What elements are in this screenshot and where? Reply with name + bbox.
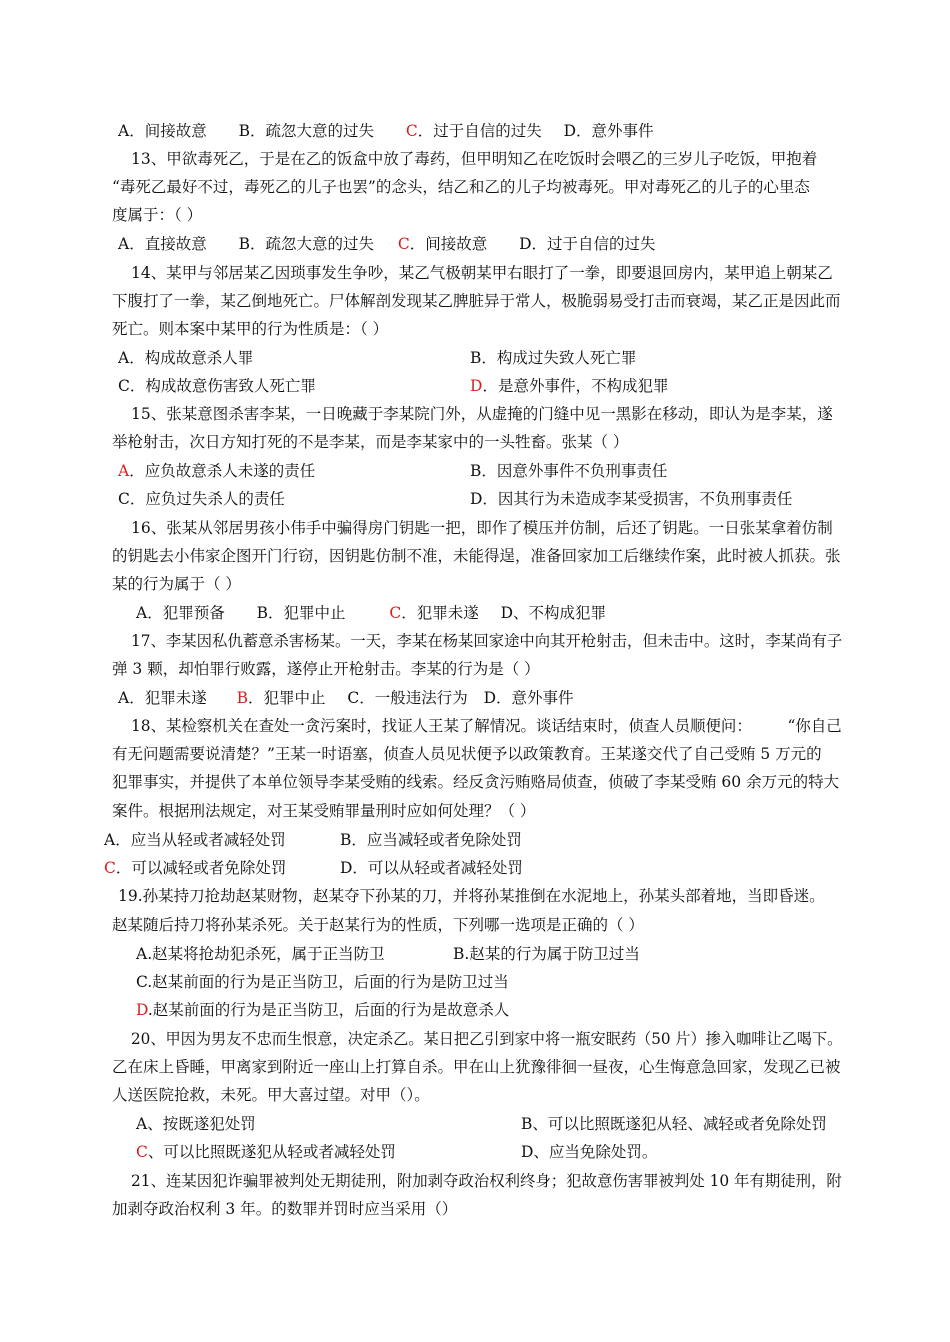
q15-stem-line-2: 举枪射击，次日方知打死的不是李某，而是李某家中的一头牲畜。张某（ ）	[112, 433, 629, 451]
q13-option-d: D．过于自信的过失	[519, 235, 656, 253]
q15-option-a-text: ．应负故意杀人未遂的责任	[129, 462, 316, 480]
q17-stem-line-1: 17、李某因私仇蓄意杀害杨某。一天，李某在杨某回家途中向其开枪射击，但未击中。这时，李某尚有子	[131, 632, 843, 650]
q18-stem-line-1-b: “你自己	[787, 717, 842, 735]
q13-stem-line-2: “毒死乙最好不过，毒死乙的儿子也罢”的念头，结乙和乙的儿子均被毒死。甲对毒死乙的儿子的心里态	[112, 178, 810, 196]
q19-option-d-letter: D	[136, 1001, 148, 1019]
q18-option-c-text: ．可以减轻或者免除处罚	[115, 859, 287, 877]
q13-option-c-text: ．间接故意	[409, 235, 488, 253]
q12-option-d: D．意外事件	[563, 122, 654, 140]
q19-option-c: C.赵某前面的行为是正当防卫，后面的行为是防卫过当	[136, 973, 509, 991]
q14-stem-line-3: 死亡。则本案中某甲的行为性质是：（ ）	[112, 320, 389, 338]
q18-option-a: A．应当从轻或者减轻处罚	[104, 831, 286, 849]
q16-option-c-letter: C	[389, 604, 402, 622]
q13-stem-line-3: 度属于：（ ）	[112, 206, 203, 224]
q15-option-b: B．因意外事件不负刑事责任	[470, 462, 668, 480]
q13-option-b: B．疏忽大意的过失	[238, 235, 374, 253]
q13-option-c	[398, 235, 487, 253]
q12-option-c-letter: C	[405, 122, 418, 140]
q16-options	[136, 603, 606, 623]
q16-option-c	[389, 604, 478, 622]
q18-option-d: D．可以从轻或者减轻处罚	[340, 859, 523, 877]
q20-option-c	[136, 1142, 396, 1162]
q12-option-a: A．间接故意	[118, 122, 207, 140]
q20-option-c-letter: C	[136, 1143, 148, 1161]
q18-stem-line-2: 有无问题需要说清楚？”王某一时语塞，侦查人员见状便予以政策教育。王某遂交代了自己受贿 5 万元的	[112, 745, 822, 763]
q14-option-a: A．构成故意杀人罪	[118, 349, 254, 367]
q13-stem-line-1: 13、甲欲毒死乙，于是在乙的饭盒中放了毒药，但甲明知乙在吃饭时会喂乙的三岁儿子吃饭，甲抱着	[131, 150, 818, 168]
q18-option-c-letter: C	[104, 859, 116, 877]
q12-option-c-text: ．过于自信的过失	[417, 122, 542, 140]
q18-stem-line-3: 犯罪事实，并提供了本单位领导李某受贿的线索。经反贪污贿赂局侦查，侦破了李某受贿 60 余万元的特大	[112, 773, 840, 791]
q14-option-d-letter: D	[470, 377, 483, 395]
q17-options	[118, 688, 574, 708]
q13-options	[118, 234, 656, 254]
q14-stem-line-1: 14、某甲与邻居某乙因琐事发生争吵，某乙气极朝某甲右眼打了一拳，即要退回房内，某甲追上朝某乙	[131, 264, 833, 282]
q12-option-b: B．疏忽大意的过失	[238, 122, 374, 140]
q14-option-d	[470, 376, 668, 396]
q19-stem-line-2: 赵某随后持刀将孙某杀死。关于赵某行为的性质，下列哪一选项是正确的（ ）	[112, 916, 644, 934]
q12-options	[118, 121, 654, 141]
q18-stem-line-1	[131, 716, 842, 736]
q18-stem-line-4: 案件。根据刑法规定，对王某受贿罪量刑时应如何处理？（ ）	[112, 802, 536, 820]
q17-option-c: C．一般违法行为	[347, 689, 468, 707]
q20-stem-line-1: 20、甲因为男友不忠而生恨意，决定杀乙。某日把乙引到家中将一瓶安眠药（50 片）掺入咖啡让乙喝下。	[131, 1030, 843, 1048]
q21-stem-line-1: 21、连某因犯诈骗罪被判处无期徒刑，附加剥夺政治权利终身；犯故意伤害罪被判处 10 年有期徒刑，附	[131, 1172, 842, 1190]
q20-option-c-text: 、可以比照既遂犯从轻或者减轻处罚	[147, 1143, 396, 1161]
q21-stem-line-2: 加剥夺政治权利 3 年。的数罪并罚时应当采用（）	[112, 1200, 458, 1218]
q13-option-a: A．直接故意	[118, 235, 207, 253]
q16-stem-line-2: 的钥匙去小伟家企图开门行窃，因钥匙仿制不准，未能得逞，准备回家加工后继续作案，此时被人抓获。张	[112, 547, 841, 565]
q14-option-d-text: ．是意外事件，不构成犯罪	[482, 377, 669, 395]
q17-option-b-letter: B	[236, 689, 248, 707]
q16-stem-line-3: 某的行为属于（ ）	[112, 575, 241, 593]
q18-stem-line-1-a: 18、某检察机关在查处一贪污案时，找证人王某了解情况。谈话结束时，侦查人员顺便问：	[131, 717, 752, 735]
q20-stem-line-2: 乙在床上昏睡，甲离家到附近一座山上打算自杀。甲在山上犹豫徘徊一昼夜，心生悔意急回家，发现乙已被	[112, 1058, 841, 1076]
q16-option-c-text: ．犯罪未遂	[401, 604, 479, 622]
q14-option-b: B．构成过失致人死亡罪	[470, 349, 637, 367]
q13-option-c-letter: C	[397, 235, 410, 253]
q20-stem-line-3: 人送医院抢救，未死。甲大喜过望。对甲（）。	[112, 1086, 430, 1104]
q20-option-a: A、按既遂犯处罚	[136, 1115, 256, 1133]
q19-option-d-text: .赵某前面的行为是正当防卫，后面的行为是故意杀人	[147, 1001, 510, 1019]
q17-option-b	[237, 689, 326, 707]
q15-option-d: D．因其行为未造成李某受损害，不负刑事责任	[470, 490, 793, 508]
q16-option-a: A．犯罪预备	[136, 604, 225, 622]
q19-stem-line-1: 19.孙某持刀抢劫赵某财物，赵某夺下孙某的刀，并将孙某推倒在水泥地上，孙某头部着地，当即昏迷。	[118, 887, 825, 905]
q15-stem-line-1: 15、张某意图杀害李某，一日晚藏于李某院门外，从虚掩的门缝中见一黑影在移动，即认为是李某，遂	[131, 405, 833, 423]
q15-option-a	[118, 461, 315, 481]
q20-option-b: B、可以比照既遂犯从轻、减轻或者免除处罚	[521, 1115, 827, 1133]
q17-option-d: D．意外事件	[483, 689, 574, 707]
q12-option-c	[406, 122, 542, 140]
q14-option-c: C．构成故意伤害致人死亡罪	[118, 377, 316, 395]
q19-option-a: A.赵某将抢劫犯杀死，属于正当防卫	[136, 945, 385, 963]
q15-option-a-letter: A	[118, 462, 130, 480]
q19-option-b: B.赵某的行为属于防卫过当	[453, 945, 640, 963]
q18-option-c	[104, 858, 286, 878]
q17-stem-line-2: 弹 3 颗，却怕罪行败露，遂停止开枪射击。李某的行为是（ ）	[112, 660, 540, 678]
q14-stem-line-2: 下腹打了一拳，某乙倒地死亡。尸体解剖发现某乙脾脏异于常人，极脆弱易受打击而衰竭，某乙正是因此而	[112, 292, 841, 310]
q16-stem-line-1: 16、张某从邻居男孩小伟手中骗得房门钥匙一把，即作了模压并仿制，后还了钥匙。一日张某拿着仿制	[131, 519, 833, 537]
q17-option-b-text: ．犯罪中止	[247, 689, 326, 707]
q19-option-d	[136, 1000, 509, 1020]
q16-option-b: B．犯罪中止	[256, 604, 346, 622]
q16-option-d: D、不构成犯罪	[500, 604, 607, 622]
q17-option-a: A．犯罪未遂	[118, 689, 207, 707]
q15-option-c: C．应负过失杀人的责任	[118, 490, 285, 508]
q20-option-d: D、应当免除处罚。	[521, 1143, 658, 1161]
q18-option-b: B．应当减轻或者免除处罚	[340, 831, 522, 849]
